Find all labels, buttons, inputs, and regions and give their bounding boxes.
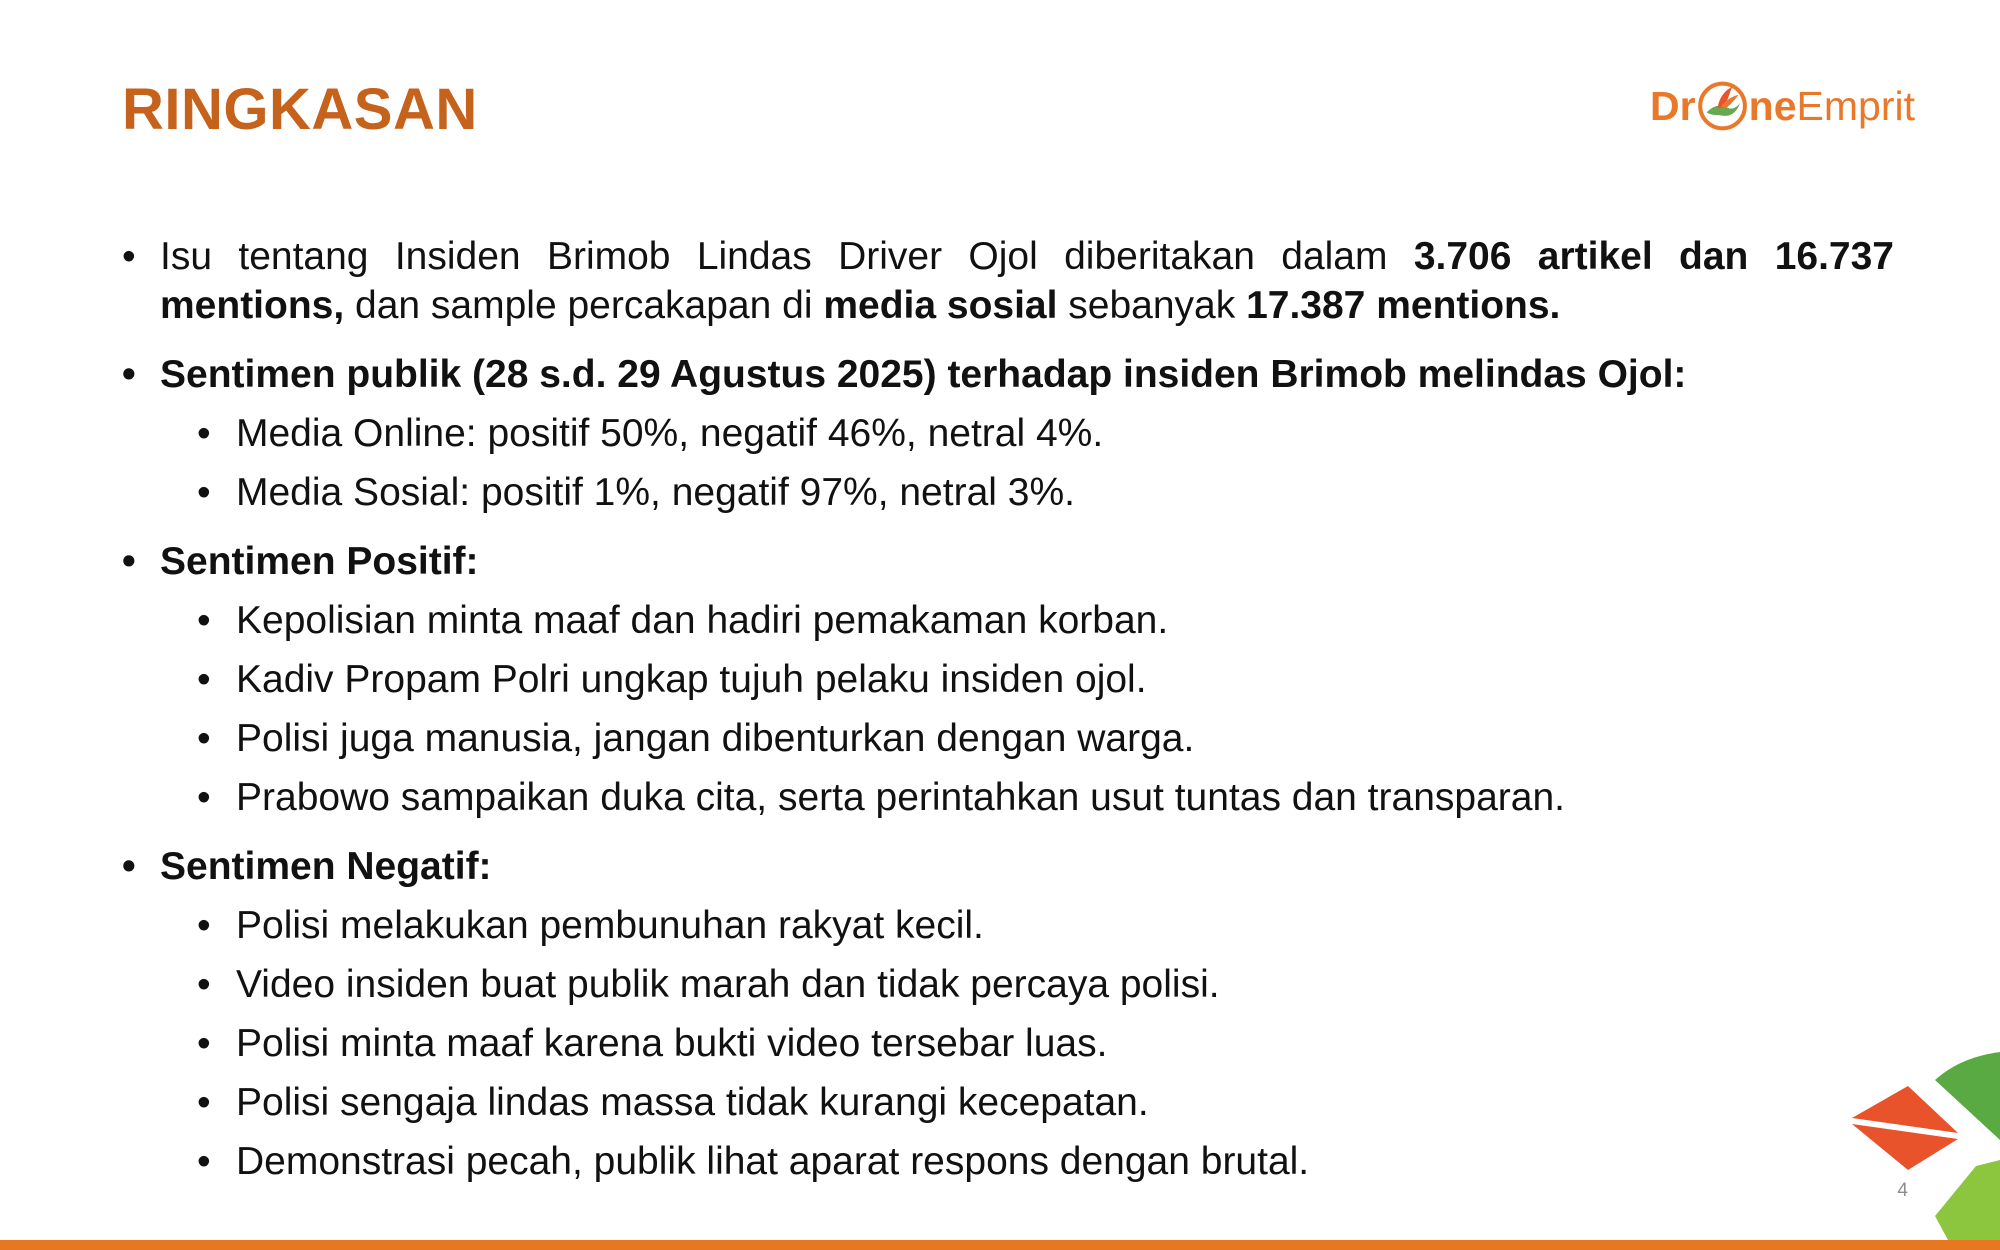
logo-text-dr: Dr: [1650, 82, 1696, 129]
logo-text-emprit: Emprit: [1796, 82, 1915, 129]
sub-item: • Video insiden buat publik marah dan tidak percaya polisi.: [122, 960, 1894, 1009]
corner-red-shape-top: [1852, 1086, 1958, 1133]
corner-red-shape-bottom: [1852, 1124, 1958, 1170]
bullet-sentiment-heading: • Sentimen publik (28 s.d. 29 Agustus 2025) terhadap insiden Brimob melindas Ojol:: [122, 350, 1894, 399]
negative-sublist: [122, 901, 1894, 1186]
positive-sublist: [122, 596, 1894, 822]
intro-segment: media sosial: [823, 284, 1058, 327]
sentiment-sublist: [122, 409, 1894, 517]
intro-segment: 17.387 mentions.: [1246, 284, 1561, 327]
sub-item: • Media Sosial: positif 1%, negatif 97%, netral 3%.: [122, 468, 1894, 517]
sub-item: • Demonstrasi pecah, publik lihat aparat respons dengan brutal.: [122, 1137, 1894, 1186]
sub-item: • Polisi melakukan pembunuhan rakyat kecil.: [122, 901, 1894, 950]
corner-decoration: [1840, 1040, 2000, 1240]
sub-item: • Polisi sengaja lindas massa tidak kurangi kecepatan.: [122, 1078, 1894, 1127]
sub-item: • Kepolisian minta maaf dan hadiri pemakaman korban.: [122, 596, 1894, 645]
sub-item: • Kadiv Propam Polri ungkap tujuh pelaku insiden ojol.: [122, 655, 1894, 704]
sub-item: • Polisi minta maaf karena bukti video tersebar luas.: [122, 1019, 1894, 1068]
sub-item: • Media Online: positif 50%, negatif 46%, netral 4%.: [122, 409, 1894, 458]
intro-segment: 3.706 artikel dan 16.737 mentions,: [160, 235, 1894, 327]
bullet-positive-heading: • Sentimen Positif:: [122, 537, 1894, 586]
summary-list: [122, 232, 1894, 1186]
intro-segment: sebanyak: [1057, 284, 1247, 327]
page-number: 4: [1897, 1180, 1908, 1201]
drone-emprit-logo: [1650, 70, 1915, 142]
bullet-intro: [122, 232, 1894, 330]
intro-segment: Isu tentang Insiden Brimob Lindas Driver Ojol diberitakan dalam: [160, 235, 1414, 278]
sub-item: • Polisi juga manusia, jangan dibenturkan dengan warga.: [122, 714, 1894, 763]
bullet-negative-heading: • Sentimen Negatif:: [122, 842, 1894, 891]
slide-title: RINGKASAN: [122, 77, 478, 142]
sub-item: • Prabowo sampaikan duka cita, serta perintahkan usut tuntas dan transparan.: [122, 773, 1894, 822]
logo-bird-icon: [1697, 74, 1748, 138]
intro-segment: dan sample percakapan di: [344, 284, 824, 327]
corner-lime-shape: [1935, 1160, 2000, 1240]
bottom-accent-bar: [0, 1240, 2000, 1250]
logo-text-ne: ne: [1748, 82, 1797, 129]
